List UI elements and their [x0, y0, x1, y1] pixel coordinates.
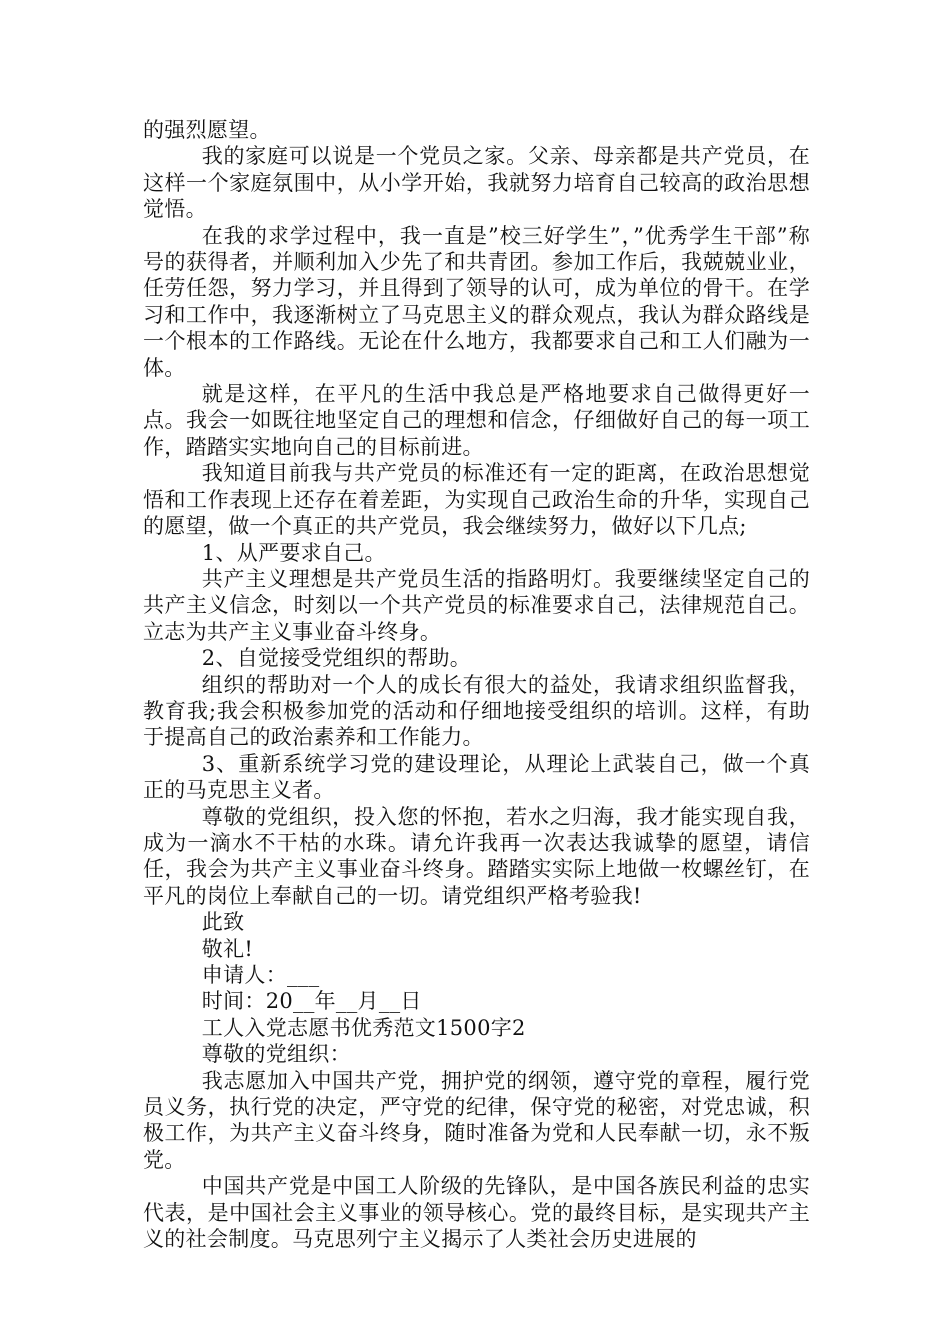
date-line: 时间：20__年__月__日: [201, 989, 422, 1014]
list-item-3: 3、重新系统学习党的建设理论，从理论上武装自己，做一个真正的马克思主义者。: [143, 751, 810, 803]
list-item-1-heading: 1、从严要求自己。: [201, 540, 386, 565]
paragraph-commitments-intro: 我知道目前我与共产党员的标准还有一定的距离，在政治思想觉悟和工作表现上还存在着差距，为实现自己政治生命的升华，实现自己的愿望，做一个真正的共产党员，我会继续努力，做好以下几点;: [143, 461, 810, 539]
list-item-2-heading: 2、自觉接受党组织的帮助。: [201, 646, 472, 671]
salutation-jingli: 敬礼!: [201, 936, 254, 961]
list-item-1-body: 共产主义理想是共产党员生活的指路明灯。我要继续坚定自己的共产主义信念，时刻以一个共产党员的标准要求自己，法律规范自己。立志为共产主义事业奋斗终身。: [143, 566, 810, 644]
paragraph-continuation: 的强烈愿望。: [143, 118, 271, 142]
salutation-cizhi: 此致: [201, 910, 245, 935]
document-body: [143, 117, 810, 1252]
section-title: 工人入党志愿书优秀范文1500字2: [201, 1015, 526, 1040]
paragraph-daily-life: 就是这样，在平凡的生活中我总是严格地要求自己做得更好一点。我会一如既往地坚定自己的理想和信念，仔细做好自己的每一项工作，踏踏实实地向自己的目标前进。: [143, 382, 810, 459]
greeting: 尊敬的党组织：: [201, 1042, 351, 1067]
paragraph-pledge: 我志愿加入中国共产党，拥护党的纲领，遵守党的章程，履行党员义务，执行党的决定，严守党的纪律，保守党的秘密，对党忠诚，积极工作，为共产主义奋斗终身，随时准备为党和人民奉献一切，永不叛党。: [143, 1068, 810, 1172]
applicant-line: 申请人：___: [201, 963, 320, 987]
paragraph-family: 我的家庭可以说是一个党员之家。父亲、母亲都是共产党员，在这样一个家庭氛围中，从小学开始，我就努力培育自己较高的政治思想觉悟。: [143, 144, 810, 222]
paragraph-study-work: 在我的求学过程中，我一直是”校三好学生”，”优秀学生干部”称号的获得者，并顺利加入少先了和共青团。参加工作后，我兢兢业业，任劳任怨，努力学习，并且得到了领导的认可，成为单位的骨干。在学习和工作中，我逐渐树立了马克思主义的群众观点，我认为群众路线是一个根本的工作路线。无论在什么地方，我都要求自己和工人们融为一体。: [143, 223, 810, 380]
paragraph-party-description: 中国共产党是中国工人阶级的先锋队，是中国各族民利益的忠实代表，是中国社会主义事业的领导核心。党的最终目标，是实现共产主义的社会制度。马克思列宁主义揭示了人类社会历史进展的: [143, 1174, 810, 1252]
paragraph-closing: 尊敬的党组织，投入您的怀抱，若水之归海，我才能实现自我，成为一滴水不干枯的水珠。请允许我再一次表达我诚挚的愿望，请信任，我会为共产主义事业奋斗终身。踏踏实实际上地做一枚螺丝钉，在平凡的岗位上奉献自己的一切。请党组织严格考验我!: [143, 804, 810, 908]
list-item-2-body: 组织的帮助对一个人的成长有很大的益处，我请求组织监督我，教育我;我会积极参加党的活动和仔细地接受组织的培训。这样，有助于提高自己的政治素养和工作能力。: [143, 672, 810, 750]
